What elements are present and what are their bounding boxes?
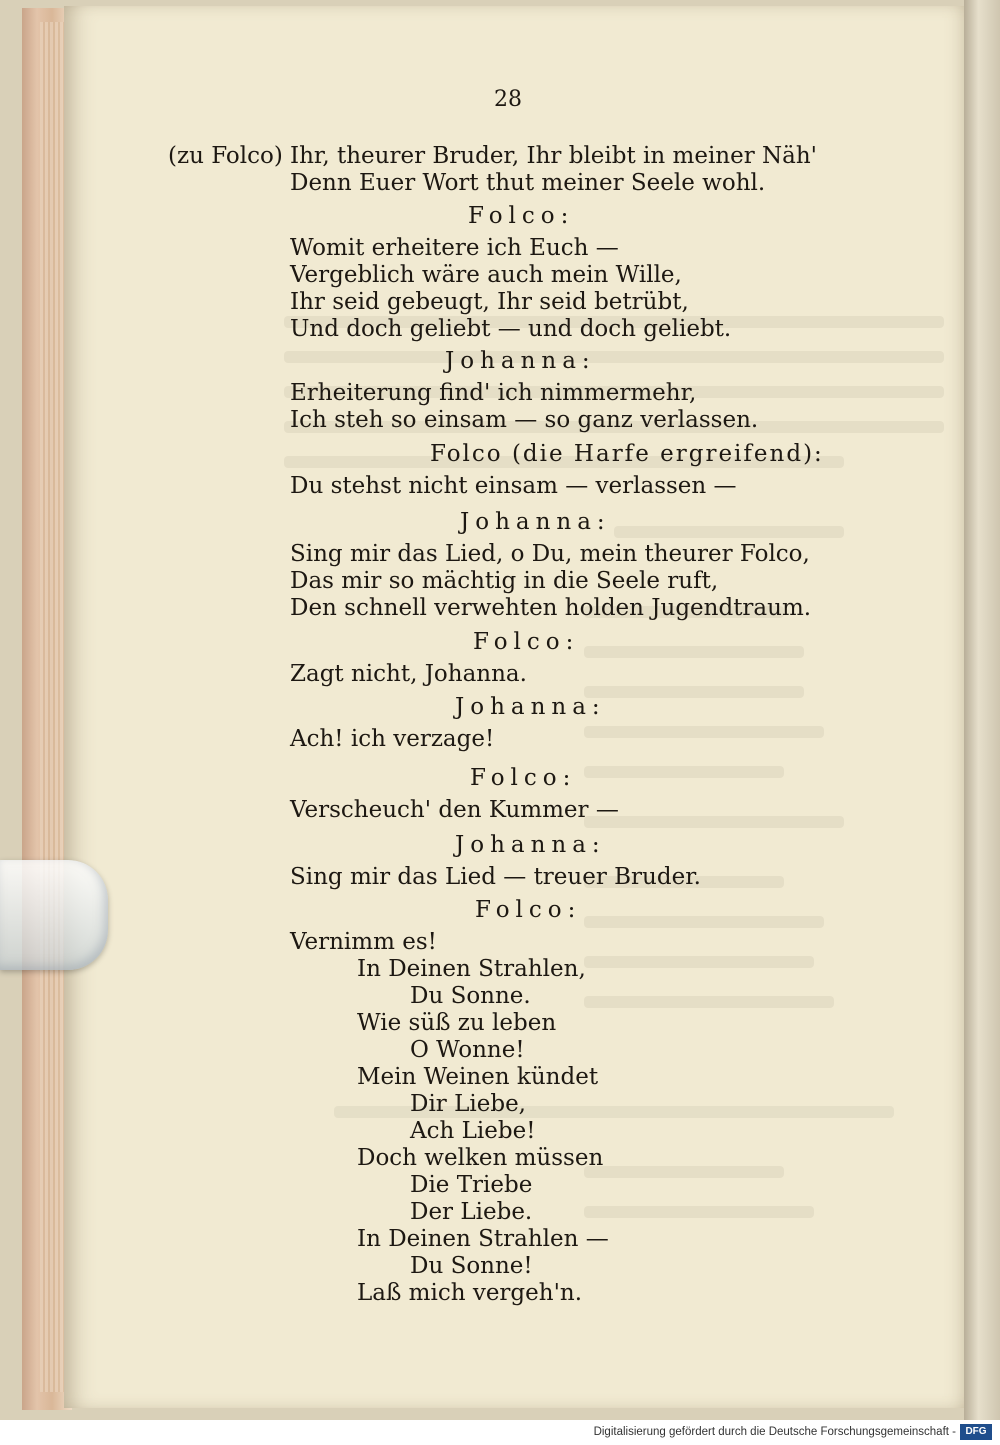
verse-line: Ihr, theurer Bruder, Ihr bleibt in meiner Näh' bbox=[290, 143, 818, 169]
speaker-heading: Folco: bbox=[468, 203, 575, 229]
speaker-heading: Folco (die Harfe ergreifend): bbox=[430, 441, 824, 467]
verse-line: Verscheuch' den Kummer — bbox=[290, 797, 619, 823]
verse-line: Wie süß zu leben bbox=[357, 1010, 557, 1036]
speaker-heading: Folco: bbox=[475, 897, 582, 923]
verse-line: Mein Weinen kündet bbox=[357, 1064, 599, 1090]
verse-line: Du Sonne! bbox=[410, 1253, 533, 1279]
verse-line: Ihr seid gebeugt, Ihr seid betrübt, bbox=[290, 289, 689, 315]
right-page-edge bbox=[964, 0, 1000, 1420]
speaker-heading: Johanna: bbox=[460, 509, 611, 535]
verse-line: Vergeblich wäre auch mein Wille, bbox=[290, 262, 682, 288]
verse-line: Die Triebe bbox=[410, 1172, 533, 1198]
digitization-footer bbox=[0, 1420, 1000, 1445]
plastic-page-clip bbox=[0, 860, 108, 970]
verse-line: Das mir so mächtig in die Seele ruft, bbox=[290, 568, 719, 594]
verse-line: Denn Euer Wort thut meiner Seele wohl. bbox=[290, 170, 766, 196]
verse-line: Den schnell verwehten holden Jugendtraum. bbox=[290, 595, 812, 621]
funding-notice: Digitalisierung gefördert durch die Deutsche Forschungsgemeinschaft - bbox=[593, 1426, 956, 1438]
verse-line: Sing mir das Lied — treuer Bruder. bbox=[290, 864, 701, 890]
verse-line: In Deinen Strahlen, bbox=[357, 956, 586, 982]
speaker-heading: Folco: bbox=[473, 629, 580, 655]
speaker-heading: Johanna: bbox=[445, 348, 596, 374]
verse-line: Der Liebe. bbox=[410, 1199, 533, 1225]
verse-line: Sing mir das Lied, o Du, mein theurer Folco, bbox=[290, 541, 810, 567]
speaker-heading: Folco: bbox=[470, 765, 577, 791]
verse-line: Ich steh so einsam — so ganz verlassen. bbox=[290, 407, 759, 433]
stage-direction: (zu Folco) bbox=[168, 143, 283, 169]
verse-line: Zagt nicht, Johanna. bbox=[290, 661, 527, 687]
verse-line: Dir Liebe, bbox=[410, 1091, 526, 1117]
page-number: 28 bbox=[494, 87, 522, 112]
verse-line: Und doch geliebt — und doch geliebt. bbox=[290, 316, 732, 342]
verse-line: In Deinen Strahlen — bbox=[357, 1226, 609, 1252]
verse-line: Doch welken müssen bbox=[357, 1145, 604, 1171]
verse-line: Womit erheitere ich Euch — bbox=[290, 235, 619, 261]
verse-line: Vernimm es! bbox=[290, 929, 437, 955]
verse-line: Laß mich vergeh'n. bbox=[357, 1280, 583, 1306]
verse-line: Du Sonne. bbox=[410, 983, 531, 1009]
dfg-logo: DFG bbox=[960, 1424, 992, 1440]
verse-line: O Wonne! bbox=[410, 1037, 525, 1063]
verse-line: Erheiterung find' ich nimmermehr, bbox=[290, 380, 697, 406]
verse-line: Ach! ich verzage! bbox=[290, 726, 495, 752]
speaker-heading: Johanna: bbox=[455, 832, 606, 858]
verse-line: Ach Liebe! bbox=[410, 1118, 536, 1144]
speaker-heading: Johanna: bbox=[455, 694, 606, 720]
verse-line: Du stehst nicht einsam — verlassen — bbox=[290, 473, 737, 499]
